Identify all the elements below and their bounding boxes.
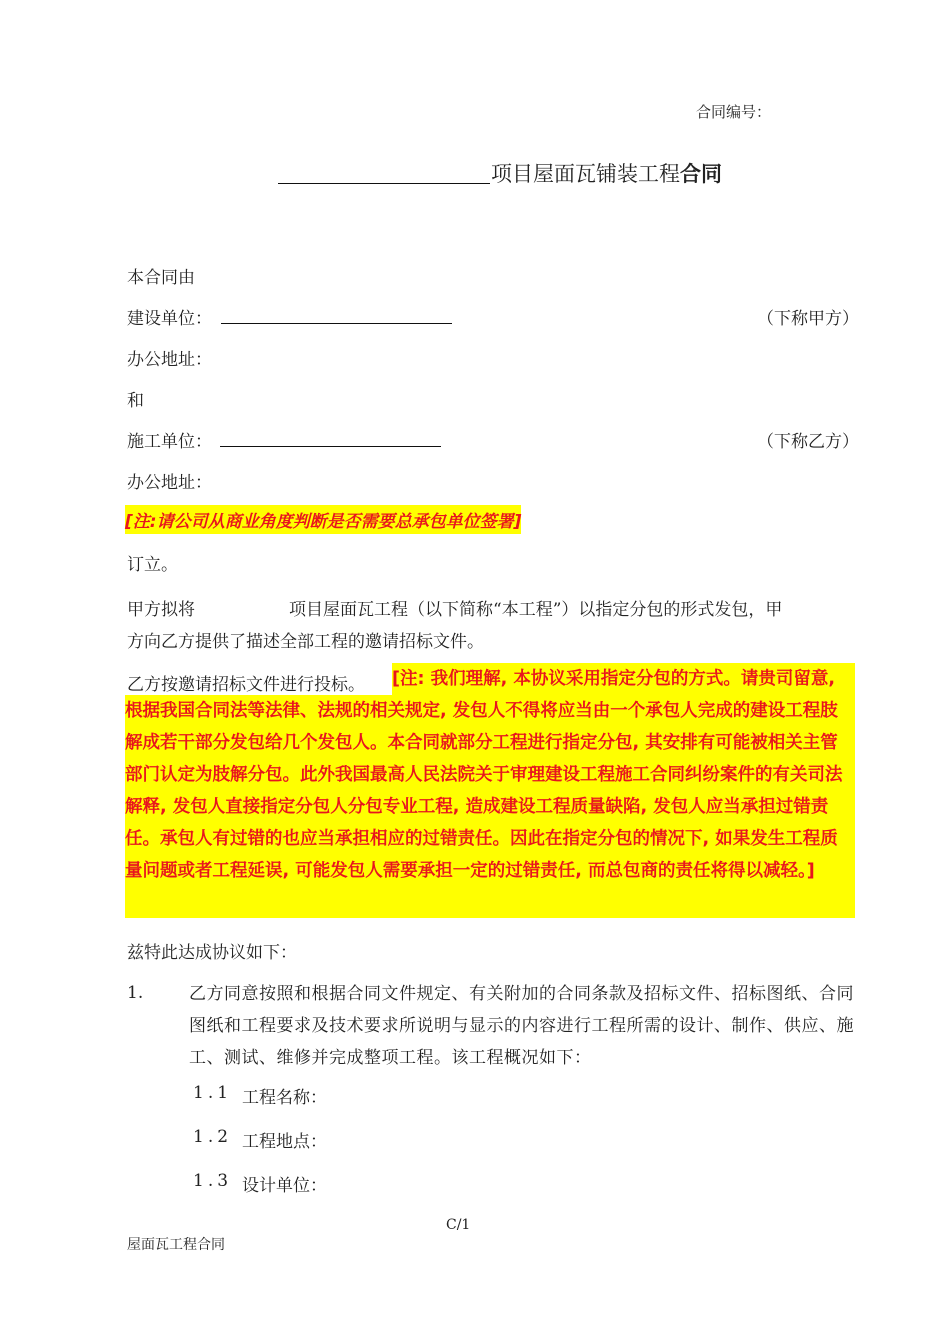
intro-text: 本合同由	[127, 268, 195, 288]
signed-text: 订立。	[127, 555, 178, 575]
para1-start: 甲方拟将	[127, 600, 195, 620]
and-text: 和	[127, 391, 144, 411]
para2-start: 乙方按邀请招标文件进行投标。	[127, 675, 365, 695]
owner-suffix: （下称甲方）	[757, 309, 859, 329]
sub-item-number: 1.3	[193, 1171, 233, 1191]
owner-label: 建设单位：	[127, 309, 212, 329]
subcontract-note: [注: 我们理解, 本协议采用指定分包的方式。请贵司留意, 根据我国合同法等法律、法规的相关规定, 发包人不得将应当由一个承包人完成的建设工程肢解成若干部分发包给几个发包人。本合同就部分工程进行指定分包, 其安排有可能被相关主管部门认定为肢解分包。此外我国最高人民法院关于审理建设工程施工合同纠纷案件的有关司法解释, 发包人直接指定分包人分包专业工程, 造成建设工程质量缺陷, 发包人应当承担过错责任。承包人有过错的也应当承担相应的过错责任。因此在指定分包的情况下, 如果发生工程质量问题或者工程延误, 可能发包人需要承担一定的过错责任, 而总包商的责任将得以减轻。]	[125, 669, 843, 881]
item1-text: 乙方同意按照和根据合同文件规定、有关附加的合同条款及招标文件、招标图纸、合同图纸和工程要求及技术要求所说明与显示的内容进行工程所需的设计、制作、供应、施工、测试、维修并完成整项工程。该工程概况如下：	[189, 984, 854, 1068]
sub-item-label: 工程地点：	[242, 1132, 327, 1152]
contractor-blank-line	[220, 446, 441, 447]
contract-number-label: 合同编号：	[696, 103, 772, 121]
page-title	[491, 158, 722, 188]
contractor-label: 施工单位：	[127, 432, 212, 452]
page-number: C/1	[446, 1217, 471, 1233]
contractor-address-label: 办公地址：	[127, 473, 212, 493]
sub-item-number: 1.2	[193, 1127, 233, 1147]
para1-line2: 方向乙方提供了描述全部工程的邀请招标文件。	[127, 632, 484, 652]
para1-rest: 项目屋面瓦工程（以下简称“本工程”）以指定分包的形式发包，甲	[289, 600, 783, 620]
footer-doc-name: 屋面瓦工程合同	[127, 1237, 225, 1253]
title-main: 项目屋面瓦铺装工程	[491, 162, 680, 186]
title-suffix: 合同	[680, 162, 722, 186]
owner-address-label: 办公地址：	[127, 350, 212, 370]
owner-blank-line	[221, 323, 452, 324]
sub-item-label: 工程名称：	[242, 1088, 327, 1108]
contractor-suffix: （下称乙方）	[757, 432, 859, 452]
title-blank-line	[278, 183, 490, 184]
agreement-intro: 兹特此达成协议如下：	[127, 943, 297, 963]
signatory-note: [注:请公司从商业角度判断是否需要总承包单位签署]	[125, 505, 521, 534]
item1-number: 1.	[127, 983, 144, 1003]
sub-item-number: 1.1	[193, 1083, 233, 1103]
sub-item-label: 设计单位：	[242, 1176, 327, 1196]
